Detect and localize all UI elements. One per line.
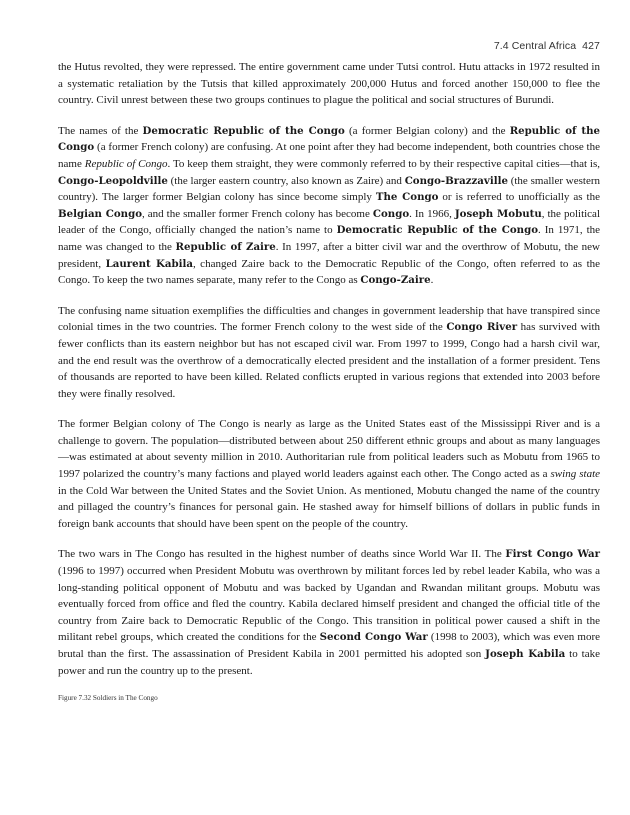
paragraph [58, 123, 600, 289]
bold-term: Laurent Kabila [105, 257, 193, 270]
text-run: . In 1966, [409, 207, 455, 220]
text-run: (1996 to 1997) occurred when President Mobutu was overthrown by militant forces led by rebel leader Kabila, who was a long-standing political opponent of Mobutu and was backed by Ugandan and Rwandan militant groups. Mobutu was eventually forced from office and fled the country. Kabila declared himself president and changed the official title of the country from Zaire back to Democratic Republic of the Congo. This transition in political power caused a shift in the militant rebel groups, which created the conditions for the [58, 565, 600, 644]
text-run: , the political leader of the Congo, officially changed the nation’s name to [58, 207, 600, 237]
bold-term: Joseph Kabila [485, 648, 566, 660]
text-run: in the Cold War between the United States and the Soviet Union. As mentioned, Mobutu changed the name of the country and pillaged the country’s finances for personal gain. He stashed away for himself billions of dollars in public funds in foreign bank accounts that should have been spent on the people of the country. [58, 484, 600, 530]
text-run: . In 1971, the name was changed to the [58, 224, 601, 253]
bold-term: Congo River [446, 321, 518, 334]
bold-term: Congo [372, 207, 410, 220]
italic-term: swing state [550, 468, 601, 481]
bold-term: Democratic Republic of the Congo [336, 224, 539, 237]
bold-term: Joseph Mobutu [454, 207, 542, 220]
text-run: . In 1997, after a bitter civil war and the overthrow of Mobutu, the new president, [58, 240, 600, 270]
paragraph [58, 546, 600, 679]
body-text [58, 59, 600, 703]
bold-term: Congo-Zaire [360, 274, 431, 287]
bold-term: Republic of the Congo [58, 124, 600, 154]
bold-term: Democratic Republic of the Congo [142, 124, 345, 137]
bold-term: Republic of Zaire [175, 240, 276, 253]
text-run: or is referred to unofficially as the [438, 191, 600, 204]
text-run: . To keep them straight, they were commonly referred to by their respective capital cities—that is, [167, 157, 600, 170]
text-run: the Hutus revolted, they were repressed. The entire government came under Tutsi control. Hutu attacks in 1972 resulted in a systematic retaliation by the Tutsis that killed approximately 200,000 Hutus and forced another 150,000 to flee the country. Civil unrest between these two groups continues to plague the political and social structures of Burundi. [58, 61, 600, 107]
text-run: (a former Belgian colony) and the [344, 124, 510, 137]
section-title: 7.4 Central Africa [493, 40, 577, 52]
bold-term: First Congo War [505, 548, 600, 561]
text-run: has survived with fewer conflicts than its eastern neighbor but has not escaped civil war. From 1997 to 1999, Congo had a harsh civil war, and the end result was the overthrow of a democratically elected president and the installation of a former president. Tens of thousands are reported to have been killed. Related conflicts erupted in various regions that extended into 2003 before they were finally resolved. [58, 321, 600, 400]
text-run: The confusing name situation exemplifies the difficulties and changes in government leadership that have transpired since colonial times in the two countries. The former French colony to the west side of the [58, 304, 600, 334]
running-header [494, 40, 600, 52]
bold-term: The Congo [375, 191, 439, 204]
bold-term: Belgian Congo [58, 207, 143, 220]
text-run: . [430, 274, 434, 287]
figure-caption: Figure 7.32 Soldiers in The Congo [58, 694, 158, 703]
text-run: , changed Zaire back to the Democratic Republic of the Congo, often referred to as the Congo. To keep the two names separate, many refer to the Congo as [58, 257, 601, 287]
bold-term: Congo-Brazzaville [404, 174, 508, 187]
text-run: (the larger eastern country, also known as Zaire) and [167, 174, 405, 187]
bold-term: Second Congo War [319, 631, 428, 644]
text-run: (1998 to 2003), which was even more brutal than the first. The assassination of President Kabila in 2001 permitted his adopted son [58, 631, 600, 660]
text-run: , and the smaller former French colony has become [142, 207, 373, 220]
page-number: 427 [582, 40, 600, 52]
text-run: The names of the [58, 124, 143, 137]
text-run: (a former French colony) are confusing. At one point after they had become independent, both countries chose the name [58, 141, 600, 170]
italic-term: Republic of Congo [84, 157, 168, 170]
text-run: to take power and run the country up to the present. [58, 648, 600, 677]
text-run: (the smaller western country). The larger former Belgian colony has since become simply [58, 174, 600, 204]
bold-term: Congo-Leopoldville [58, 174, 168, 187]
text-run: The former Belgian colony of The Congo is nearly as large as the United States east of the Mississippi River and is a challenge to govern. The population—distributed between about 250 different ethnic groups and about as many languages—was estimated at about seventy million in 2010. Authoritarian rule from political leaders such as Mobutu from 1965 to 1997 polarized the country’s many factions and played world leaders against each other. The Congo acted as a [58, 418, 600, 481]
paragraph [58, 416, 600, 532]
paragraph [58, 303, 600, 403]
text-run: The two wars in The Congo has resulted in the highest number of deaths since World War II. The [58, 548, 506, 561]
paragraph [58, 59, 600, 109]
